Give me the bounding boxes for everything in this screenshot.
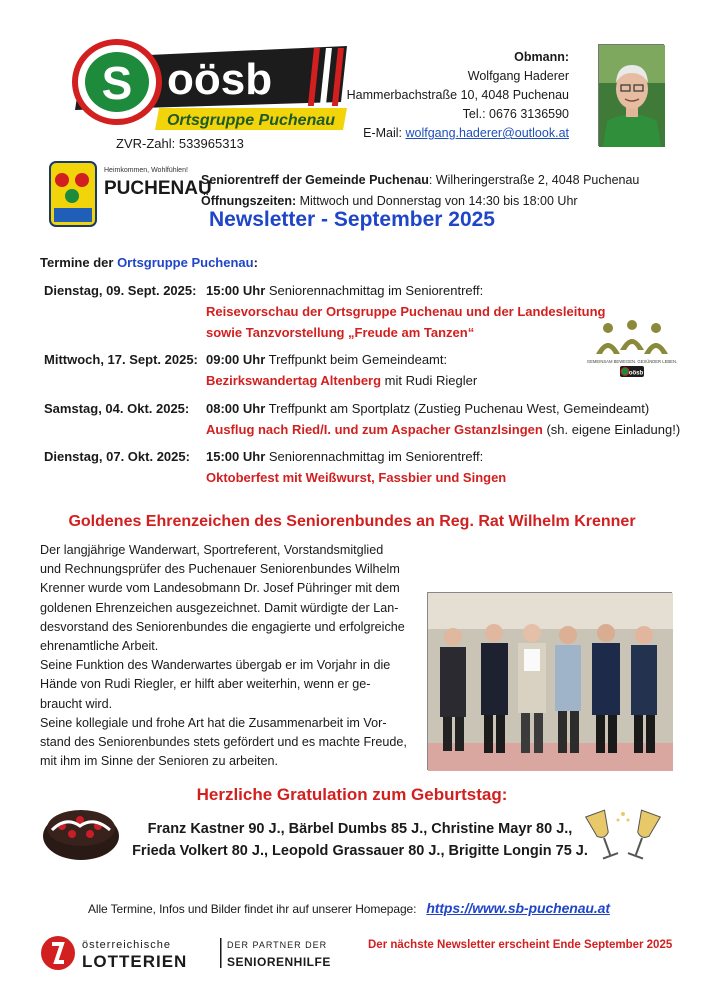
puchenau-name: PUCHENAU [104, 178, 212, 199]
badge-caption: GEMEINSAM BEWEGEN. GESÜNDER LEBEN. [586, 359, 678, 364]
newsletter-title: Newsletter - September 2025 [209, 208, 495, 231]
event-highlight: Reisevorschau der Ortsgruppe Puchenau und der Landesleitung [206, 304, 606, 319]
lotto-bottom: LOTTERIEN [82, 952, 188, 971]
lotto-top: österreichische [82, 939, 171, 951]
logo-letter: S [101, 57, 133, 109]
lotterien-logo [40, 934, 340, 972]
email-link[interactable]: wolfgang.haderer@outlook.at [405, 126, 569, 140]
puchenau-tagline: Heimkommen, Wohlfühlen! [104, 167, 188, 174]
event-tail: (sh. eigene Einladung!) [542, 422, 681, 437]
obmann-name: Wolfgang Haderer [467, 69, 569, 83]
obmann-contact [347, 48, 569, 143]
event-desc: Treffpunkt beim Gemeindeamt: [265, 352, 448, 367]
homepage-link[interactable]: https://www.sb-puchenau.at [426, 900, 610, 916]
event-highlight-2: sowie Tanzvorstellung „Freude am Tanzen“ [206, 325, 475, 340]
event-desc: Seniorennachmittag im Seniorentreff: [265, 283, 484, 298]
seniorentreff-address: : Wilheringerstraße 2, 4048 Puchenau [428, 173, 640, 187]
obmann-address: Hammerbachstraße 10, 4048 Puchenau [346, 88, 569, 102]
birthday-line-2: Frieda Volkert 80 J., Leopold Grassauer 80 J., Brigitte Longin 75 J. [132, 843, 588, 859]
champagne-glasses-icon [580, 808, 666, 866]
opening-label: Öffnungszeiten: [201, 194, 297, 208]
termine-heading: Termine der Ortsgruppe Puchenau: [40, 255, 258, 270]
event-highlight: Oktoberfest mit Weißwurst, Fassbier und Singen [206, 470, 507, 485]
event-date: Samstag, 04. Okt. 2025: [44, 401, 190, 416]
event-desc: Seniorennachmittag im Seniorentreff: [265, 449, 484, 464]
obmann-photo [598, 44, 664, 146]
award-title: Goldenes Ehrenzeichen des Seniorenbundes an Reg. Rat Wilhelm Krenner [68, 513, 636, 530]
homepage-line [88, 900, 610, 916]
event-highlight: Ausflug nach Ried/I. und zum Aspacher Gstanzlsingen [206, 422, 543, 437]
seniorentreff-info [201, 170, 639, 212]
event-time: 08:00 Uhr [206, 401, 266, 416]
gemeinsam-bewegen-logo [586, 320, 678, 380]
homepage-text: Alle Termine, Infos und Bilder findet ihr auf unserer Homepage: [88, 902, 417, 916]
next-newsletter-note: Der nächste Newsletter erscheint Ende September 2025 [368, 939, 673, 951]
termine-group: Ortsgruppe Puchenau [117, 255, 254, 270]
zvr-number: ZVR-Zahl: 533965313 [116, 136, 244, 151]
event-time: 15:00 Uhr [206, 283, 266, 298]
birthday-list [100, 818, 620, 862]
award-text: Der langjährige Wanderwart, Sportreferent, Vorstandsmitglied und Rechnungsprüfer des Puchenauer Seniorenbundes Wilhelm Krenner wurde vom Landesobmann Dr. Josef Pühringer mit dem goldenen Ehrenzeichen ausgezeichnet. Damit würdigte der Lan- desvorstand des Seniorenbundes die engagierte und erfolgreiche ehrenamtliche Arbeit. Seine Funktion des Wanderwartes übergab er im Vorjahr in die Hände von Rudi Riegler, er hilft aber weiterhin, wenn er ge- braucht wird. Seine kollegiale und frohe Art hat die Zusammenarbeit im Vor- stand des Seniorenbundes stets gefördert und es machte Freude, mit ihm im Sinne der Senioren zu arbeiten. [40, 543, 407, 769]
obmann-phone: Tel.: 0676 3136590 [462, 107, 569, 121]
event-time: 15:00 Uhr [206, 449, 266, 464]
event-date: Dienstag, 07. Okt. 2025: [44, 449, 190, 464]
event-date: Mittwoch, 17. Sept. 2025: [44, 352, 198, 367]
birthday-title: Herzliche Gratulation zum Geburtstag: [196, 785, 508, 804]
event-highlight: Bezirkswandertag Altenberg [206, 373, 382, 388]
logo-brand: oösb [167, 55, 273, 104]
badge-brand: oösb [628, 370, 644, 377]
opening-hours: Mittwoch und Donnerstag von 14:30 bis 18:00 Uhr [296, 194, 578, 208]
oosb-logo [55, 38, 355, 134]
event-tail: mit Rudi Riegler [381, 373, 478, 388]
lotto-partner-top: DER PARTNER DER [227, 940, 328, 950]
logo-subtitle: Ortsgruppe Puchenau [166, 112, 336, 129]
birthday-line-1: Franz Kastner 90 J., Bärbel Dumbs 85 J., Christine Mayr 80 J., [147, 821, 573, 837]
email-label: E-Mail: [363, 126, 406, 140]
lotto-partner-bottom: SENIORENHILFE [227, 955, 331, 969]
award-group-photo [427, 592, 672, 770]
event-desc: Treffpunkt am Sportplatz (Zustieg Puchenau West, Gemeindeamt) [265, 401, 650, 416]
obmann-title: Obmann: [514, 50, 569, 64]
event-time: 09:00 Uhr [206, 352, 266, 367]
seniorentreff-label: Seniorentreff der Gemeinde Puchenau [201, 173, 429, 187]
event-date: Dienstag, 09. Sept. 2025: [44, 283, 197, 298]
